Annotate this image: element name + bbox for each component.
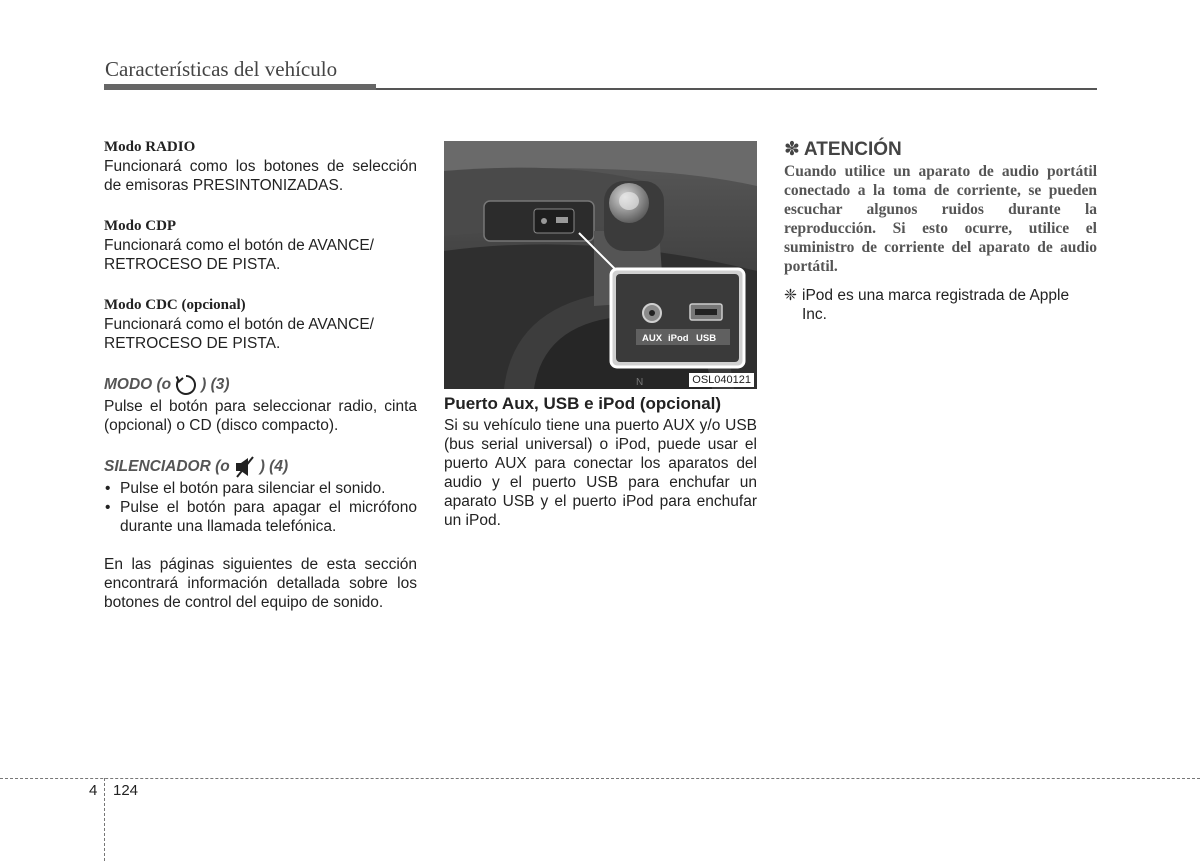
attention-title: ATENCIÓN [803,139,902,160]
page-number: 124 [113,782,139,799]
radio-mode-heading: Modo RADIO [104,139,196,155]
gear-letter: N [636,377,644,388]
column-left [104,138,417,612]
note-text: iPod es una marca registrada de Apple Inc. [802,287,1070,323]
cdc-mode-heading: Modo CDC (opcional) [104,297,246,313]
figure-code: OSL040121 [689,373,754,387]
closing-text: En las páginas siguientes de esta sección encontrará información detallada sobre los botones de control del equipo de sonido. [104,556,417,611]
footer-rule [0,778,1200,779]
aux-usb-ipod-text: Si su vehículo tiene una puerto AUX y/o USB (bus serial universal) o iPod, puede usar el puerto AUX para conectar los aparatos del audio y el puerto USB para enchufar un aparato USB y el puerto iPod para enchufar un iPod. [444,417,757,529]
list-item: • Pulse el botón para silenciar el sonido. [104,479,417,498]
radio-mode-text: Funcionará como los botones de selección de emisoras PRESINTONIZADAS. [104,158,417,194]
column-right [784,138,1097,324]
modo-text: Pulse el botón para seleccionar radio, cinta (opcional) o CD (disco compacto). [104,398,417,434]
aux-label: AUX [642,333,663,344]
attention-symbol: ✽ [784,139,800,160]
ipod-trademark-note [784,286,1097,324]
ipod-label: iPod [668,333,689,344]
header-title: Características del vehículo [105,57,338,81]
note-mark: ❈ [784,287,797,304]
modo-heading [104,373,417,397]
mode-cycle-icon [174,373,198,397]
cdc-mode-text: Funcionará como el botón de AVANCE/ RETROCESO DE PISTA. [104,316,374,352]
footer-divider [104,778,105,861]
modo-heading-pre: MODO (o [104,376,172,393]
list-item: • Pulse el botón para apagar el micrófono durante una llamada telefónica. [104,498,417,536]
silenciador-heading-post: ) (4) [259,458,289,475]
aux-usb-ipod-heading: Puerto Aux, USB e iPod (opcional) [444,394,722,413]
cdp-mode-text: Funcionará como el botón de AVANCE/ RETROCESO DE PISTA. [104,237,374,273]
modo-heading-post: ) (3) [201,376,230,393]
aux-usb-ipod-figure [444,141,757,389]
cdp-mode-heading: Modo CDP [104,218,177,234]
header-rule-thin [376,88,1097,90]
attention-text: Cuando utilice un aparato de audio portátil conectado a la toma de corriente, se pueden escuchar algunos ruidos durante la reproducción. Si esto ocurre, utilice el suministro de corriente del aparato de audio portátil. [784,163,1097,275]
usb-label: USB [696,333,717,344]
silenciador-heading-pre: SILENCIADOR (o [104,458,230,475]
mute-speaker-icon [233,455,257,479]
silenciador-heading [104,455,417,479]
column-middle [444,394,757,530]
chapter-number: 4 [89,782,98,799]
silenciador-bullets [104,479,417,536]
header-rule-thick [104,84,376,90]
attention-heading [784,138,1097,162]
